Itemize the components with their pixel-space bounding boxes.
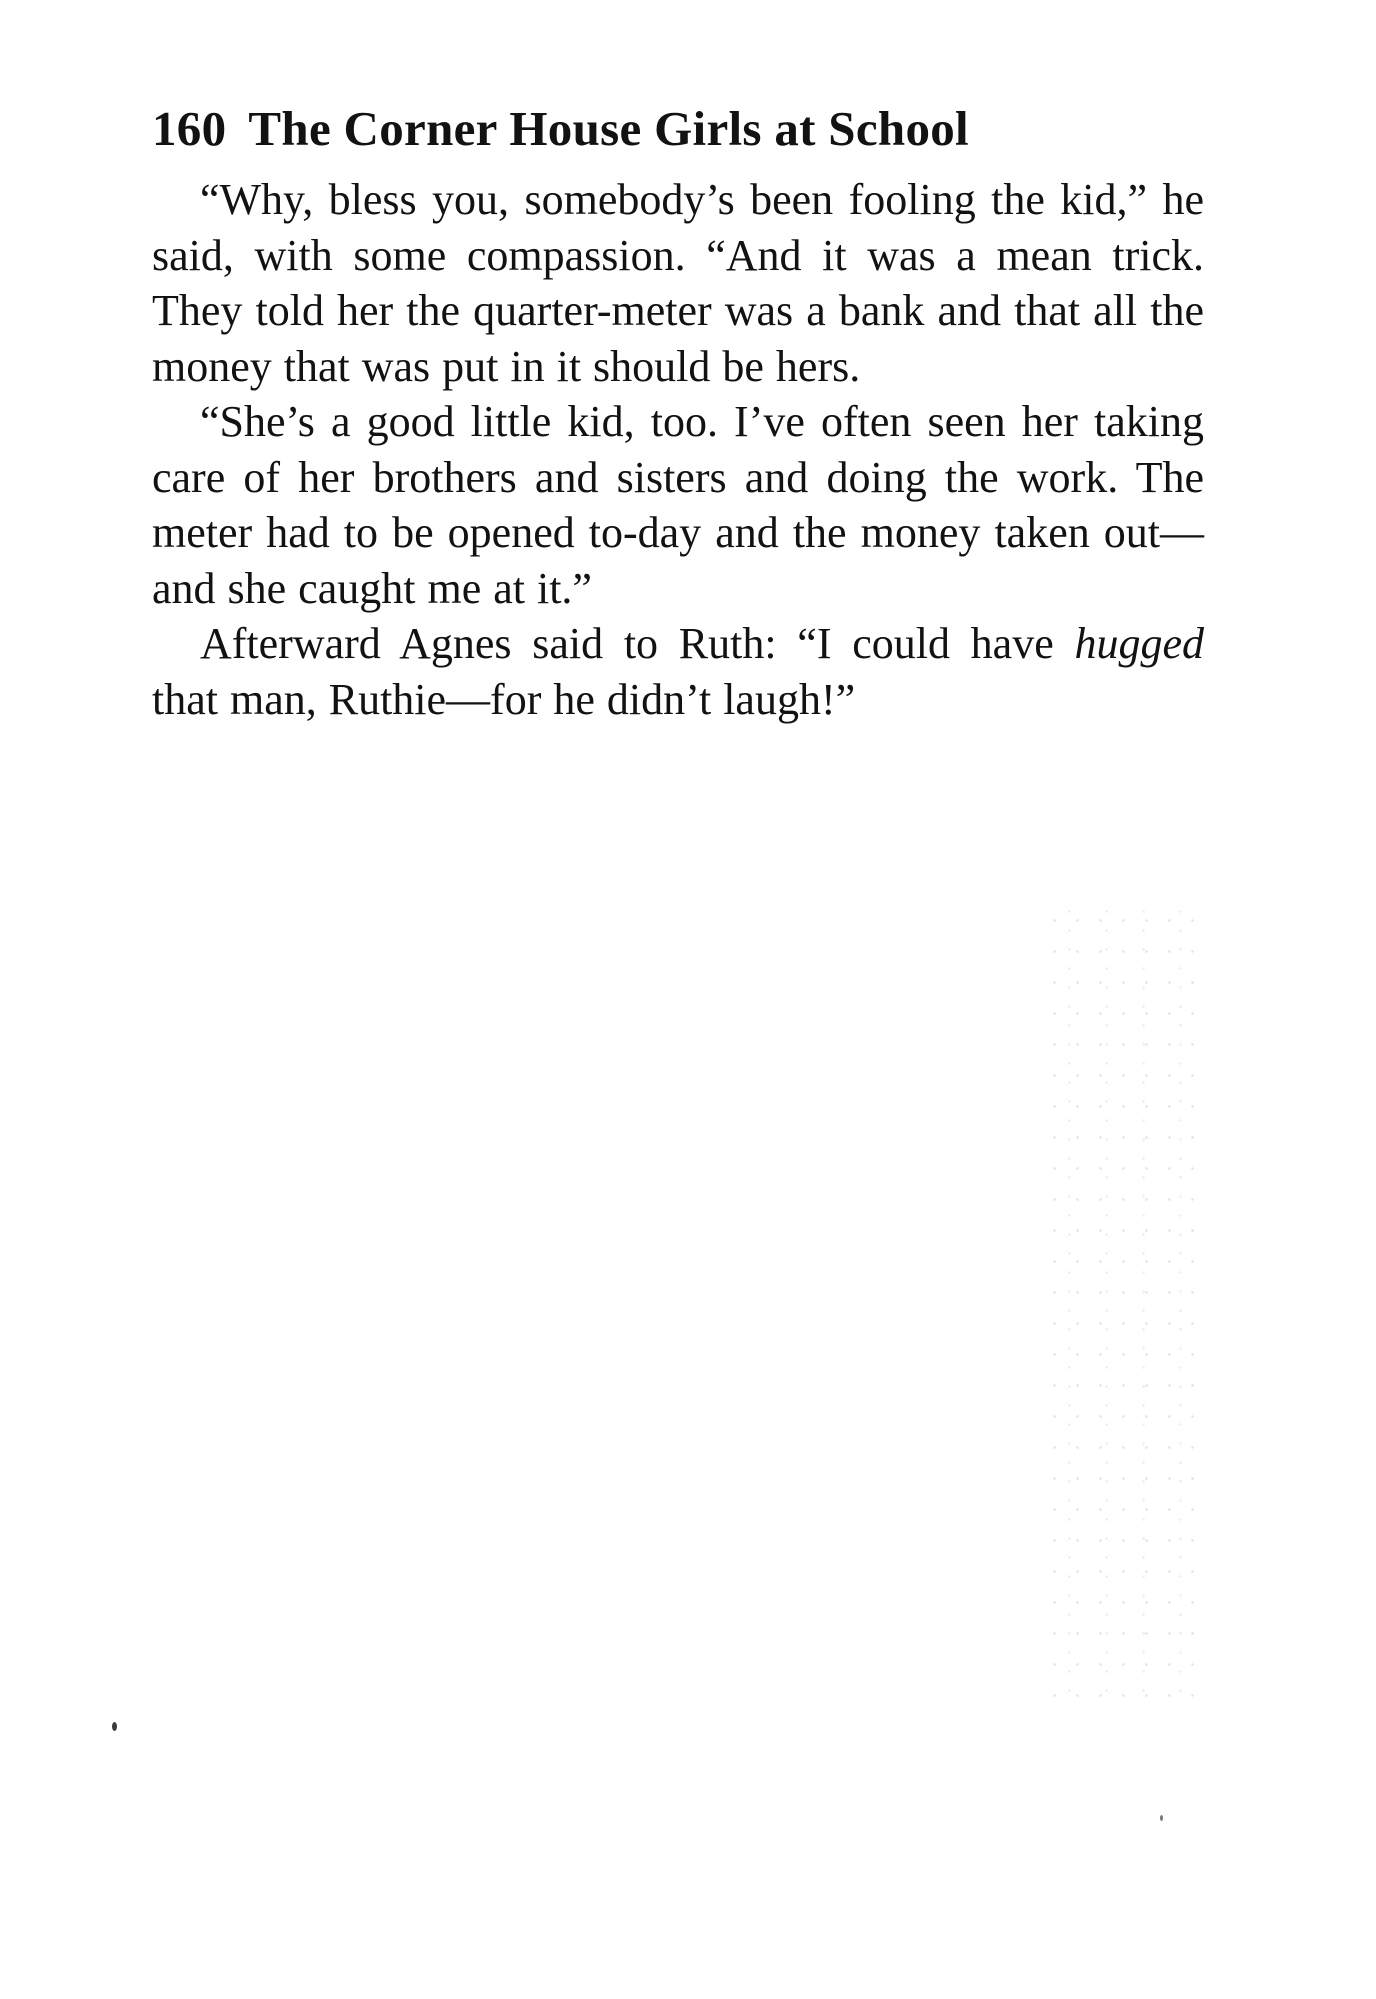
paragraph-2 xyxy=(152,394,1204,616)
paragraph-3-text-after: that man, Ruthie—for he didn’t laugh!” xyxy=(152,674,856,724)
page-number: 160 xyxy=(152,101,227,156)
scan-noise-speckles xyxy=(1040,900,1200,1700)
paragraph-1 xyxy=(152,172,1204,394)
paragraph-3 xyxy=(152,616,1204,727)
paragraph-1-text: “Why, bless you, somebody’s been fooling the kid,” he said, with some compassion. “And it was a mean trick. They told her the quarter-meter was a bank and that all the money that was put in it should be hers. xyxy=(152,175,1204,391)
ink-speck xyxy=(1160,1815,1163,1821)
ink-speck xyxy=(112,1722,117,1731)
paragraph-3-text-before: Afterward Agnes said to Ruth: “I could have xyxy=(200,619,1075,668)
book-title: The Corner House Girls at School xyxy=(248,101,969,156)
paragraph-2-text: “She’s a good little kid, too. I’ve often seen her taking care of her brothers and sisters and doing the work. The meter had to be opened to-day and the money taken out—and she caught me at it.” xyxy=(152,397,1204,613)
paragraph-3-emphasis: hugged xyxy=(1074,619,1204,668)
page-text-block xyxy=(152,96,1204,727)
running-head xyxy=(152,96,1204,162)
